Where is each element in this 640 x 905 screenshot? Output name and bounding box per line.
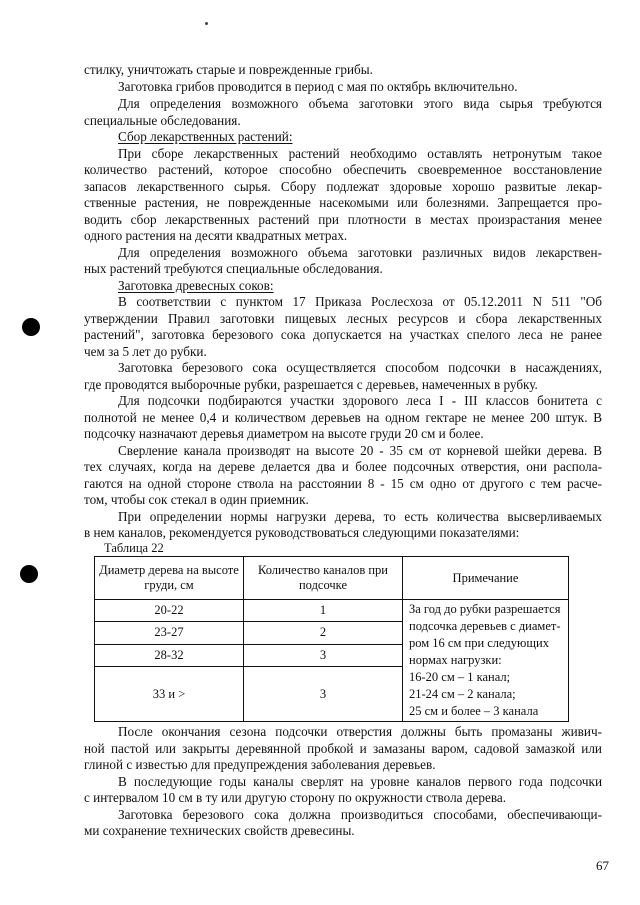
text-line: ных растений требуются специальные обследования. bbox=[84, 261, 383, 276]
text-line: После окончания сезона подсочки отверстия должны быть промазаны живич- bbox=[118, 724, 602, 739]
header-cell: Примечание bbox=[403, 557, 569, 600]
note-line: 21-24 см – 2 канала; bbox=[409, 687, 516, 701]
text-line: запасов лекарственного сырья. Сбору подлежат здоровые хорошо развитые лекар- bbox=[84, 179, 602, 194]
note-line: 16-20 см – 1 канал; bbox=[409, 670, 511, 684]
text-line: Заготовка грибов проводится в период с мая по октябрь включительно. bbox=[118, 79, 518, 94]
text-line: Заготовка березового сока осуществляется способом подсочки в насаждениях, bbox=[118, 360, 602, 375]
data-table bbox=[94, 556, 569, 722]
header-cell: Диаметр дерева на высоте груди, см bbox=[95, 557, 244, 600]
note-cell bbox=[403, 600, 569, 722]
table-cell: 3 bbox=[244, 667, 403, 722]
text-line: При сборе лекарственных растений необходимо оставлять нетронутым такое bbox=[118, 146, 602, 161]
text-line: тех случаях, когда на дереве делается два и более подсочных отверстия, они распола- bbox=[84, 459, 602, 474]
text-line: утверждении Правил заготовки пищевых лесных ресурсов и сбора лекарственных bbox=[84, 311, 602, 326]
text-line: При определении нормы нагрузки дерева, то есть количества высверливаемых bbox=[118, 509, 602, 524]
page-number: 67 bbox=[596, 858, 609, 873]
table-cell: 33 и > bbox=[95, 667, 244, 722]
table-row bbox=[95, 600, 569, 622]
binder-hole-top bbox=[22, 318, 40, 336]
text-line: ной пастой или закрыты деревянной пробкой и замазаны варом, садовой замазкой или bbox=[84, 741, 602, 756]
note-line: За год до рубки разрешается bbox=[409, 602, 561, 616]
note-line: ром 16 см при следующих bbox=[409, 636, 549, 650]
table-cell: 1 bbox=[244, 600, 403, 622]
binder-hole-bottom bbox=[20, 565, 38, 583]
text-line: Для определения возможного объема заготовки различных видов лекарствен- bbox=[118, 245, 602, 260]
text-line: том, чтобы сок стекал в один приемник. bbox=[84, 492, 309, 507]
header-cell: Количество каналов при подсочке bbox=[244, 557, 403, 600]
text-line: Для подсочки подбираются участки здорового леса I - III классов бонитета с bbox=[118, 393, 602, 408]
note-line: 25 см и более – 3 канала bbox=[409, 704, 539, 718]
text-line: одного растения на десяти квадратных метрах. bbox=[84, 228, 348, 243]
table-cell: 23-27 bbox=[95, 622, 244, 644]
table-cell: 2 bbox=[244, 622, 403, 644]
text-line: чем за 5 лет до рубки. bbox=[84, 344, 207, 359]
section-heading: Сбор лекарственных растений: bbox=[118, 129, 293, 144]
text-line: специальные обследования. bbox=[84, 113, 241, 128]
text-line: Для определения возможного объема заготовки этого вида сырья требуются bbox=[118, 96, 602, 111]
table-cell: 20-22 bbox=[95, 600, 244, 622]
scan-speck bbox=[205, 22, 208, 25]
section-heading: Заготовка древесных соков: bbox=[118, 278, 274, 293]
text-line: где проводятся выборочные рубки, разрешается с деревьев, намеченных в рубку. bbox=[84, 377, 538, 392]
table-header-row bbox=[95, 557, 569, 600]
text-line: глиной с известью для предупреждения заболевания деревьев. bbox=[84, 757, 436, 772]
text-line: в нем каналов, рекомендуется руководствоваться следующими показателями: bbox=[84, 525, 520, 540]
text-line: растений", заготовка березового сока допускается на участках спелого леса не ранее bbox=[84, 327, 602, 342]
text-line: Заготовка березового сока должна производиться способами, обеспечивающи- bbox=[118, 807, 602, 822]
text-line: Сверление канала производят на высоте 20 - 35 см от корневой шейки дерева. В bbox=[118, 443, 602, 458]
note-line: подсочка деревьев с диамет- bbox=[409, 619, 561, 633]
text-line: с интервалом 10 см в ту или другую сторону по окружности ствола дерева. bbox=[84, 790, 507, 805]
text-line: полнотой не менее 0,4 и количеством деревьев на одном гектаре не менее 200 штук. В bbox=[84, 410, 602, 425]
text-line: В последующие годы каналы сверлят на уровне каналов первого года подсочки bbox=[118, 774, 602, 789]
text-line: ственные растения, не поврежденные насекомыми или болезнями. Запрещается про- bbox=[84, 195, 602, 210]
text-line: В соответствии с пунктом 17 Приказа Рослесхоза от 05.12.2011 N 511 "Об bbox=[118, 294, 602, 309]
text-line: стилку, уничтожать старые и поврежденные грибы. bbox=[84, 62, 373, 77]
note-line: нормах нагрузки: bbox=[409, 653, 502, 667]
text-line: гаются на одной стороне ствола на расстоянии 8 - 15 см одно от другого с тем расче- bbox=[84, 476, 602, 491]
table-caption: Таблица 22 bbox=[104, 541, 164, 555]
table-cell: 3 bbox=[244, 644, 403, 666]
table-cell: 28-32 bbox=[95, 644, 244, 666]
text-line: количество растений, которое способно обеспечить своевременное восстановление bbox=[84, 162, 602, 177]
text-line: водить сбор лекарственных растений при плотности в местах произрастания менее bbox=[84, 212, 602, 227]
text-line: ми сохранение технических свойств древесины. bbox=[84, 823, 355, 838]
text-line: подсочку назначают деревья диаметром на высоте груди 20 см и более. bbox=[84, 426, 484, 441]
